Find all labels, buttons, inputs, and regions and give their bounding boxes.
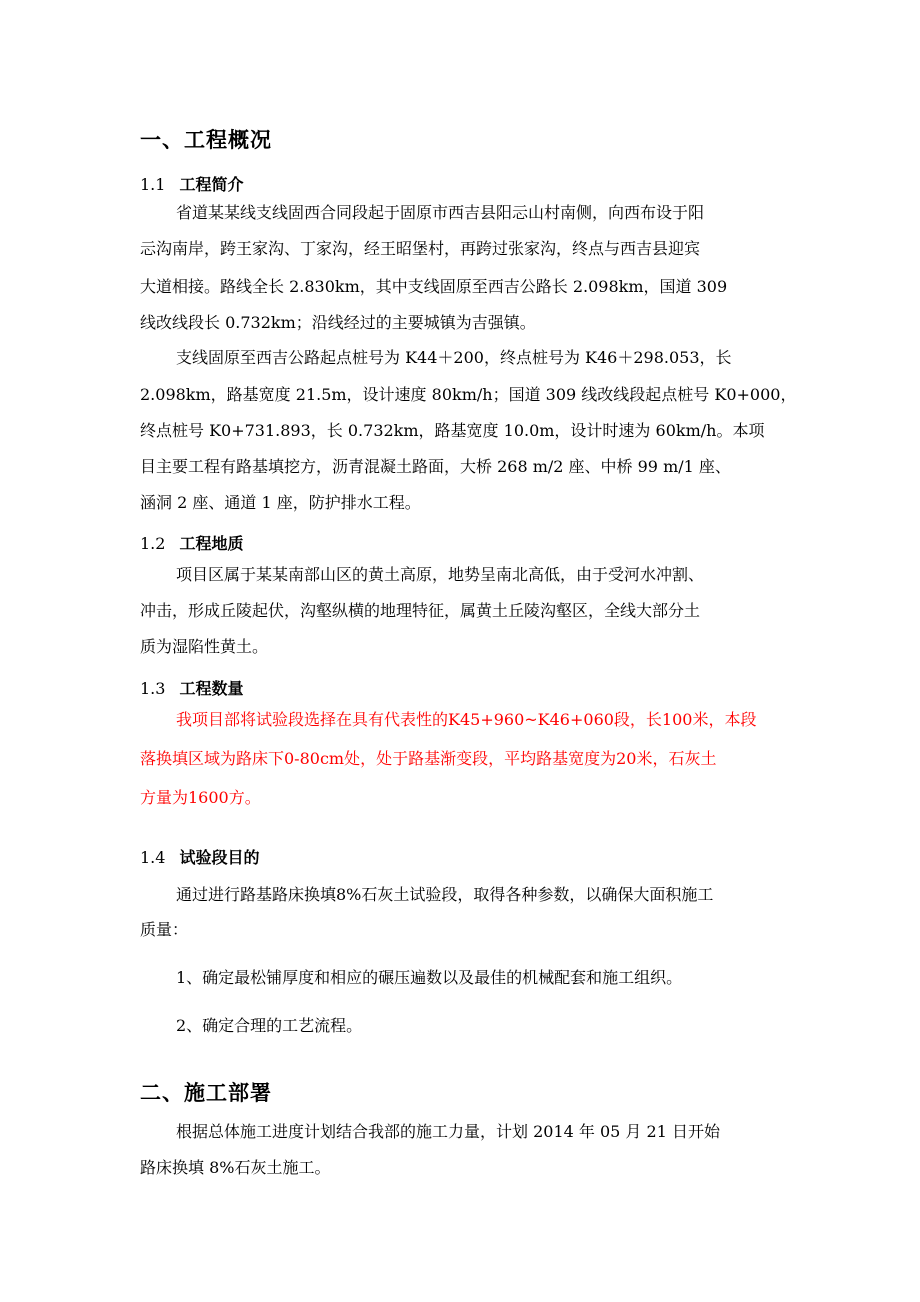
subsection-title: 试验段目的 [179,848,260,867]
paragraph-line: 省道某某线支线固西合同段起于固原市西吉县阳忈山村南侧，向西布设于阳 [176,203,705,222]
paragraph-line: 项目区属于某某南部山区的黄土高原，地势呈南北高低，由于受河水冲割、 [176,565,705,584]
paragraph-line: 忈沟南岸，跨王家沟、丁家沟，经王昭堡村，再跨过张家沟，终点与西吉县迎宾 [140,239,701,258]
paragraph-line: 路床换填 8%石灰土施工。 [140,1158,331,1177]
highlighted-paragraph-line: 我项目部将试验段选择在具有代表性的K45+960~K46+060段，长100米，本段 [176,710,757,729]
paragraph-line: 通过进行路基路床换填8%石灰土试验段，取得各种参数，以确保大面积施工 [176,885,714,904]
subsection-title: 工程地质 [179,534,244,553]
paragraph-line: 涵洞 2 座、通道 1 座，防护排水工程。 [140,493,421,512]
highlighted-paragraph-line: 落换填区域为路床下0-80cm处，处于路基渐变段，平均路基宽度为20米，石灰土 [140,749,717,768]
subsection-number: 1.1 [140,175,166,194]
section-heading-deployment: 二、施工部署 [140,1081,272,1105]
subsection-heading-1-4 [140,845,259,868]
subsection-heading-1-3 [140,676,243,699]
section-heading-overview: 一、工程概况 [140,128,272,152]
paragraph-line: 终点桩号 K0+731.893，长 0.732km，路基宽度 10.0m，设计时速为 60km/h。本项 [140,421,765,440]
paragraph-line: 目主要工程有路基填挖方，沥青混凝土路面，大桥 268 m/2 座、中桥 99 m/1 座、 [140,457,731,476]
paragraph-line: 冲击，形成丘陵起伏，沟壑纵横的地理特征，属黄土丘陵沟壑区，全线大部分土 [140,601,701,620]
paragraph-line: 根据总体施工进度计划结合我部的施工力量，计划 2014 年 05 月 21 日开始 [176,1122,720,1141]
subsection-number: 1.2 [140,534,166,553]
highlighted-paragraph-line: 方量为1600方。 [140,788,261,807]
paragraph-line: 支线固原至西吉公路起点桩号为 K44＋200，终点桩号为 K46＋298.053，长 [176,348,732,367]
paragraph-line: 质量： [140,920,189,939]
subsection-number: 1.3 [140,679,166,698]
list-item-line: 1、确定最松铺厚度和相应的碾压遍数以及最佳的机械配套和施工组织。 [176,968,683,987]
subsection-number: 1.4 [140,848,166,867]
paragraph-line: 线改线段长 0.732km；沿线经过的主要城镇为吉强镇。 [140,313,536,332]
paragraph-line: 2.098km，路基宽度 21.5m，设计速度 80km/h；国道 309 线改线段起点桩号 K0+000， [140,385,797,404]
list-item-line: 2、确定合理的工艺流程。 [176,1016,363,1035]
subsection-heading-1-2 [140,531,243,554]
subsection-title: 工程简介 [179,175,244,194]
paragraph-line: 质为湿陷性黄土。 [140,637,269,656]
subsection-title: 工程数量 [179,679,244,698]
paragraph-line: 大道相接。路线全长 2.830km，其中支线固原至西吉公路长 2.098km，国道 309 [140,277,728,296]
subsection-heading-1-1 [140,172,243,195]
